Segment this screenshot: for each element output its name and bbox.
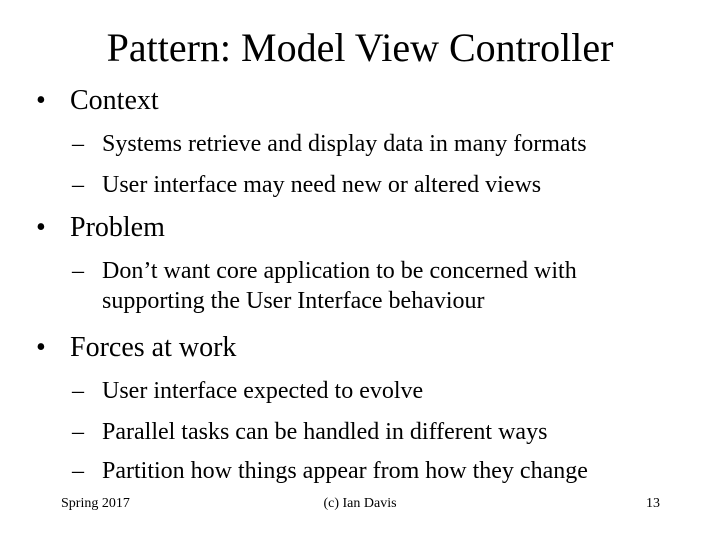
sub-point-line: User interface expected to evolve [102,378,424,404]
bullet-heading: Forces at work [70,332,237,363]
footer-author: (c) Ian Davis [323,496,397,511]
sub-point [72,170,541,200]
dash-symbol: – [72,172,84,198]
sub-point [72,417,547,447]
bullet-symbol: • [36,85,46,116]
sub-point [72,376,423,406]
sub-point-line: Systems retrieve and display data in many formats [102,131,587,157]
bullet-forces-at-work [36,331,236,365]
bullet-heading: Context [70,85,159,116]
footer-page-number: 13 [646,496,660,511]
sub-point [72,129,587,159]
slide-title: Pattern: Model View Controller [106,25,614,70]
bullet-symbol: • [36,212,46,243]
bullet-heading: Problem [70,212,165,243]
dash-symbol: – [72,419,84,445]
sub-point [72,256,577,316]
dash-symbol: – [72,458,84,484]
dash-symbol: – [72,258,84,284]
bullet-symbol: • [36,332,46,363]
sub-point-line: User interface may need new or altered views [102,172,542,198]
sub-point [72,456,588,486]
footer-date: Spring 2017 [61,496,130,511]
sub-point-line: Don’t want core application to be concerned with [102,258,577,284]
sub-point-line: Partition how things appear from how they change [102,458,588,484]
sub-point-line: supporting the User Interface behaviour [102,288,485,314]
bullet-context [36,84,159,118]
dash-symbol: – [72,131,84,157]
bullet-problem [36,211,165,245]
sub-point-line: Parallel tasks can be handled in different ways [102,419,548,445]
dash-symbol: – [72,378,84,404]
